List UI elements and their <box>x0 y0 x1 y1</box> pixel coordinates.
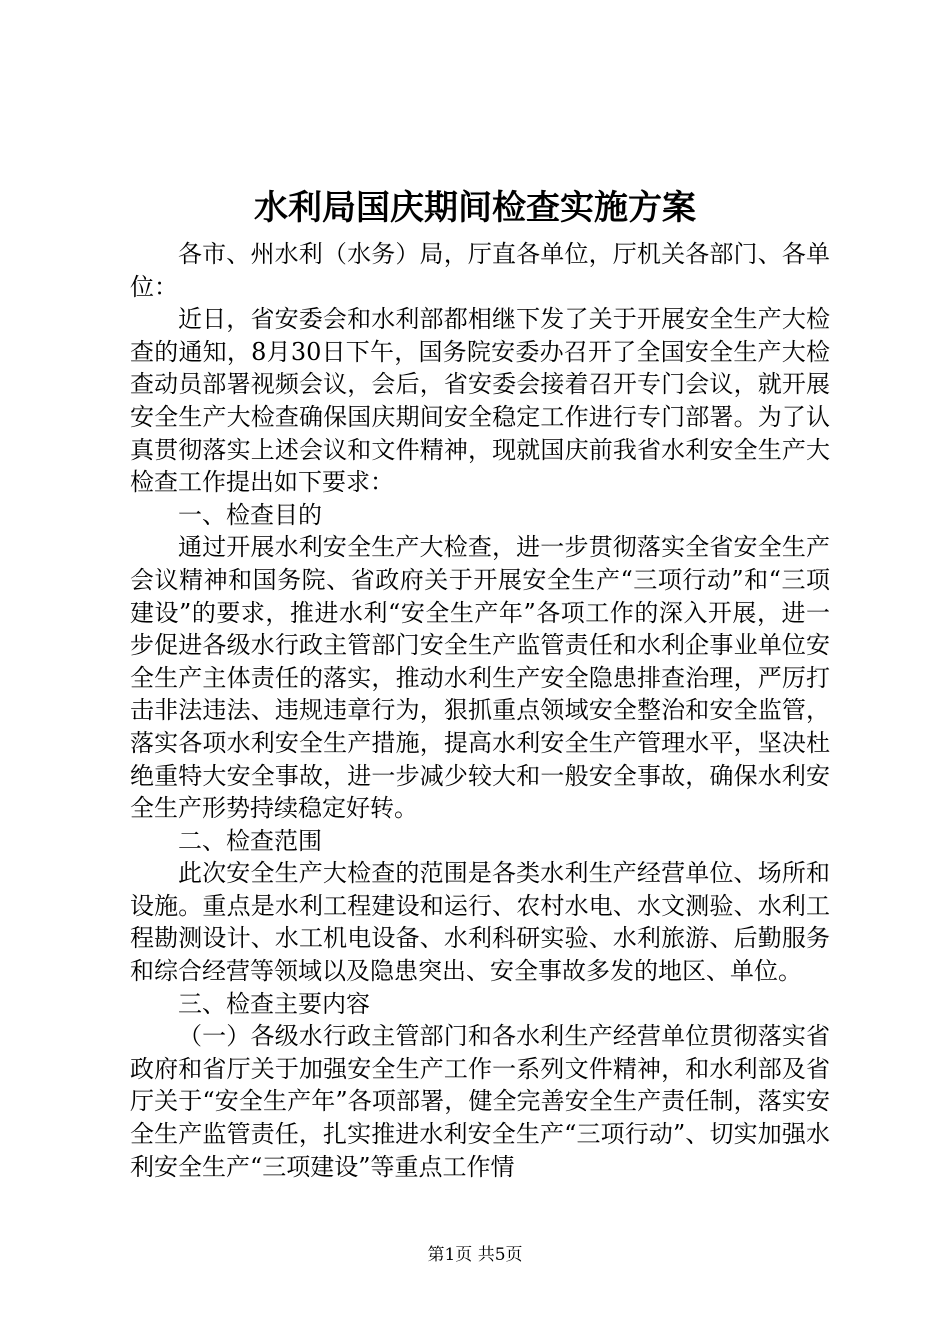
section-heading-purpose: 一、检查目的 <box>178 500 322 529</box>
page-footer: 第1页 共5页 <box>427 1245 523 1265</box>
paragraph-content-1: （一）各级水行政主管部门和各水利生产经营单位贯彻落实省政府和省厅关于加强安全生产工作一系列文件精神，和水利部及省厅关于“安全生产年”各项部署，健全完善安全生产责任制，落实安全生产监管责任，扎实推进水利安全生产“三项行动”、切实加强水利安全生产“三项建设”等重点工作情 <box>130 1022 830 1181</box>
paragraph-intro: 近日，省安委会和水利部都相继下发了关于开展安全生产大检查的通知，8月30日下午，国务院安委办召开了全国安全生产大检查动员部署视频会议，会后，省安委会接着召开专门会议，就开展安全生产大检查确保国庆期间安全稳定工作进行专门部署。为了认真贯彻落实上述会议和文件精神，现就国庆前我省水利安全生产大检查工作提出如下要求： <box>130 305 830 497</box>
paragraph-salutation: 各市、州水利（水务）局，厅直各单位，厅机关各部门、各单位： <box>130 240 830 301</box>
paragraph-scope: 此次安全生产大检查的范围是各类水利生产经营单位、场所和设施。重点是水利工程建设和运行、农村水电、水文测验、水利工程勘测设计、水工机电设备、水利科研实验、水利旅游、后勤服务和综合经营等领域以及隐患突出、安全事故多发的地区、单位。 <box>130 859 830 986</box>
document-body <box>130 238 830 1183</box>
section-heading-scope: 二、检查范围 <box>178 826 322 855</box>
document-title: 水利局国庆期间检查实施方案 <box>254 188 696 228</box>
section-heading-content: 三、检查主要内容 <box>178 989 370 1018</box>
paragraph-purpose: 通过开展水利安全生产大检查，进一步贯彻落实全省安全生产会议精神和国务院、省政府关于开展安全生产“三项行动”和“三项建设”的要求，推进水利“安全生产年”各项工作的深入开展，进一步促进各级水行政主管部门安全生产监管责任和水利企事业单位安全生产主体责任的落实，推动水利生产安全隐患排查治理，严厉打击非法违法、违规违章行为，狠抓重点领域安全整治和安全监管，落实各项水利安全生产措施，提高水利安全生产管理水平，坚决杜绝重特大安全事故，进一步减少较大和一般安全事故，确保水利安全生产形势持续稳定好转。 <box>130 533 830 823</box>
